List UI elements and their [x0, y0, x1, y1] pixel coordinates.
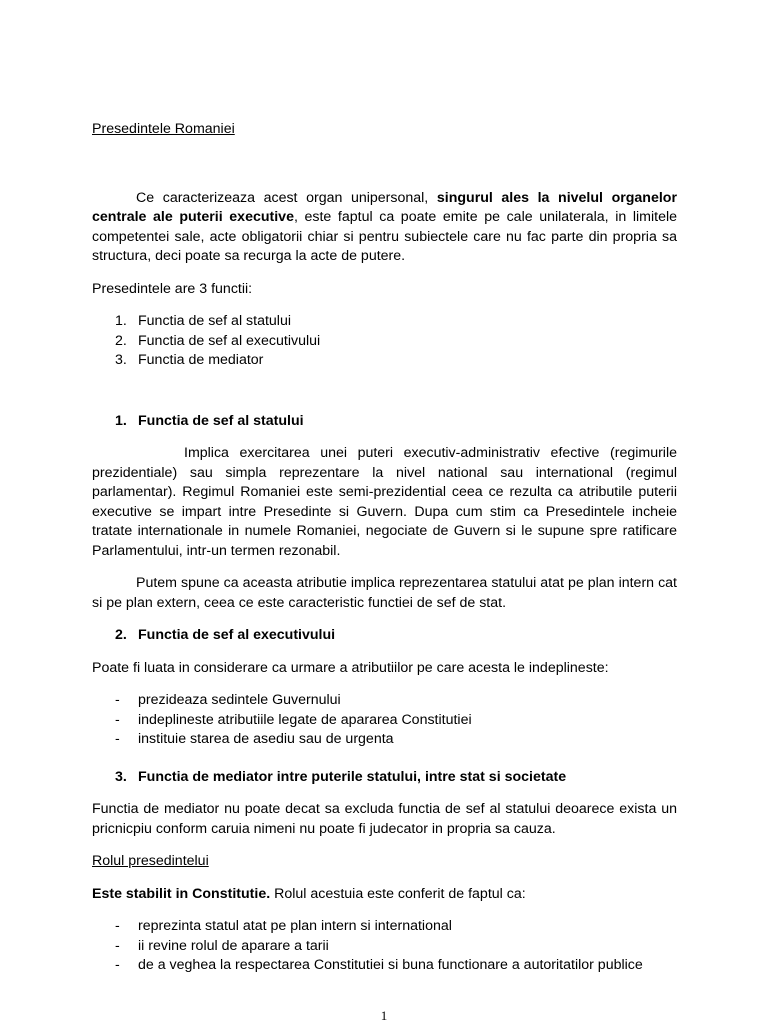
list-item: [92, 691, 677, 711]
list-item: [92, 937, 677, 957]
list-item: [92, 332, 677, 352]
list-marker: -: [115, 937, 120, 954]
list-marker: -: [115, 957, 120, 973]
section2-intro: Poate fi luata in considerare ca urmare a atributiilor pe care acesta le indeplineste:: [92, 659, 609, 676]
intro-text-end: , este faptul ca poate emite pe cale unilaterala, in limitele competentei sale, acte obligatorii chiar si pentru subiectele care nu fac parte din propria sa structura, deci poate sa recurga la acte de putere.: [92, 209, 677, 264]
list-item-text: instituie starea de asediu sau de urgenta: [138, 731, 394, 747]
list-item: [92, 351, 677, 371]
list-item-text: Functia de sef al statului: [138, 313, 291, 329]
section3-marker: 3.: [115, 768, 127, 785]
role-bold-text: Este stabilit in Constitutie.: [92, 885, 271, 902]
document-page: [92, 120, 677, 976]
list-marker: -: [115, 711, 120, 728]
page-number: 1: [380, 1008, 388, 1023]
section3-paragraph: Functia de mediator nu poate decat sa excluda functia de sef al statului deoarece exista un pricnicpiu conform caruia nimeni nu poate fi judecator in propria sa cauza.: [92, 801, 677, 837]
section1-heading: [92, 412, 677, 432]
list-item: [92, 917, 677, 937]
list-item-text: prezideaza sedintele Guvernului: [138, 692, 341, 708]
section2-marker: 2.: [115, 627, 127, 643]
list-marker: 3.: [115, 352, 127, 368]
list-item-text: ii revine rolul de aparare a tarii: [138, 937, 329, 954]
intro-paragraph: [92, 189, 677, 267]
list-marker: -: [115, 692, 120, 708]
list-item-text: indeplineste atributiile legate de apararea Constitutiei: [138, 711, 472, 728]
intro-bold-text: singurul ales la nivelul organelor centrale ale puterii executive: [92, 189, 677, 225]
section1-paragraph2: Putem spune ca aceasta atributie implica reprezentarea statului atat pe plan intern cat si pe plan extern, ceea ce este caracteristic functiei de sef de stat.: [92, 575, 677, 611]
list-item: [92, 730, 677, 750]
section1-paragraph1: Implica exercitarea unei puteri executiv-administrativ efective (regimurile prezidentiale) sau simpla reprezentare la nivel national sau international (regimul parlamentar). Regimul Romaniei este semi-prezidential ceea ce rezulta ca atributile puterii executive se impart intre Presedinte si Guvern. Dupa cum stim ca Presedintele incheie tratate internationale in numele Romaniei, negociate de Guvern si le supune spre ratificare Parlamentului, intr-un termen rezonabil.: [92, 445, 677, 559]
role-paragraph: [92, 885, 677, 905]
list-item: [92, 711, 677, 731]
section1-heading-text: Functia de sef al statului: [138, 412, 304, 429]
role-text: Rolul acestuia este conferit de faptul ca:: [270, 885, 526, 902]
section1-marker: 1.: [115, 412, 127, 429]
section2-list: [92, 691, 677, 750]
role-list: [92, 917, 677, 976]
list-marker: -: [115, 731, 120, 747]
list-item-text: Functia de sef al executivului: [138, 332, 321, 349]
list-item: [92, 312, 677, 332]
section3-heading-text: Functia de mediator intre puterile statului, intre stat si societate: [138, 768, 567, 785]
section2-heading-text: Functia de sef al executivului: [138, 627, 336, 643]
list-item-text: reprezinta statul atat pe plan intern si international: [138, 918, 452, 934]
list-item-text: Functia de mediator: [138, 352, 264, 368]
section2-heading: [92, 626, 677, 646]
list-marker: -: [115, 918, 120, 934]
section3-heading: [92, 768, 677, 788]
list-marker: 1.: [115, 313, 127, 329]
functions-intro: Presedintele are 3 functii:: [92, 280, 253, 297]
intro-text-start: Ce caracterizeaza acest organ unipersonal,: [136, 189, 437, 206]
list-marker: 2.: [115, 332, 127, 349]
list-item: [92, 956, 677, 976]
document-title: Presedintele Romaniei: [92, 121, 235, 137]
list-item-text: de a veghea la respectarea Constitutiei si buna functionare a autoritatilor publice: [138, 957, 643, 973]
functions-list: [92, 312, 677, 371]
role-heading: Rolul presedintelui: [92, 853, 209, 869]
